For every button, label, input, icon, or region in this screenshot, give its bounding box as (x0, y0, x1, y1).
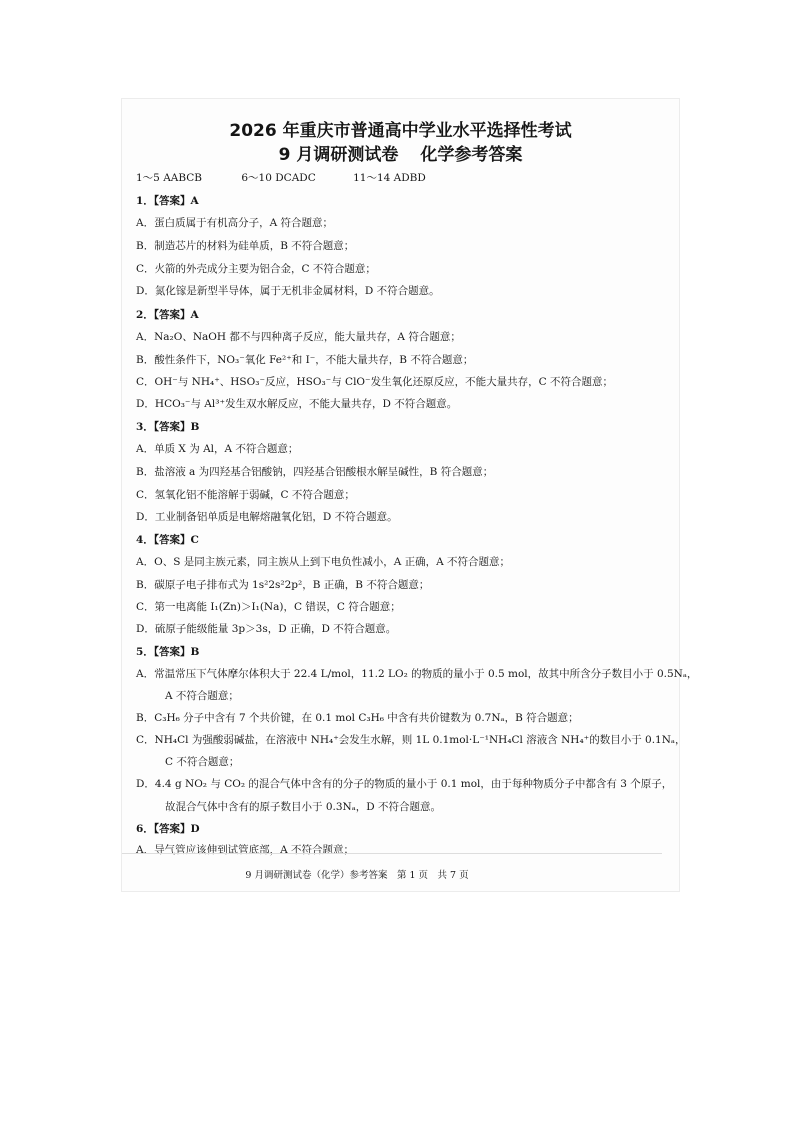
question-answer-heading: 2．【答案】A (136, 309, 199, 321)
explanation-line: B．C₃H₆ 分子中含有 7 个共价键，在 0.1 mol C₃H₆ 中含有共价键数为 0.7Nₐ，B 符合题意； (136, 712, 579, 724)
explanation-line: D．4.4 g NO₂ 与 CO₂ 的混合气体中含有的分子的物质的量小于 0.1 mol，由于每种物质分子中都含有 3 个原子， (136, 778, 673, 790)
question-answer-heading: 4．【答案】C (136, 534, 199, 546)
explanation-line: C．火箭的外壳成分主要为铝合金，C 不符合题意； (136, 263, 376, 275)
explanation-line: D．硫原子能级能量 3p＞3s，D 正确，D 不符合题意。 (136, 623, 397, 635)
explanation-line: A．蛋白质属于有机高分子，A 符合题意； (136, 217, 334, 229)
explanation-line: D．氮化镓是新型半导体，属于无机非金属材料，D 不符合题意。 (136, 285, 440, 297)
answer-key-group: 6～10 DCADC (241, 172, 316, 184)
explanation-line: A 不符合题意； (165, 690, 239, 702)
answer-key-group: 11～14 ADBD (353, 172, 426, 184)
page-divider (122, 853, 662, 854)
explanation-line: 故混合气体中含有的原子数目小于 0.3Nₐ，D 不符合题意。 (165, 801, 442, 813)
explanation-line: B．碳原子电子排布式为 1s²2s²2p²，B 正确，B 不符合题意； (136, 579, 430, 591)
question-answer-heading: 6．【答案】D (136, 823, 200, 835)
explanation-line: D．HCO₃⁻与 Al³⁺发生双水解反应，不能大量共存，D 不符合题意。 (136, 398, 458, 410)
explanation-line: A．单质 X 为 Al，A 不符合题意； (136, 443, 299, 455)
answer-sheet-page (121, 98, 698, 892)
explanation-line: B．盐溶液 a 为四羟基合铝酸钠，四羟基合铝酸根水解呈碱性，B 符合题意； (136, 466, 494, 478)
explanation-line: D．工业制备铝单质是电解熔融氧化铝，D 不符合题意。 (136, 511, 398, 523)
explanation-line: C 不符合题意； (165, 756, 240, 768)
exam-subtitle-part2: 化学参考答案 (420, 145, 523, 165)
question-answer-heading: 3．【答案】B (136, 421, 200, 433)
exam-subtitle (122, 140, 679, 165)
exam-subtitle-part1: 9 月调研测试卷 (278, 145, 399, 165)
answer-key-group: 1～5 AABCB (136, 172, 203, 184)
question-answer-heading: 5．【答案】B (136, 646, 200, 658)
exam-title: 2026 年重庆市普通高中学业水平选择性考试 (229, 121, 572, 141)
explanation-line: C．NH₄Cl 为强酸弱碱盐，在溶液中 NH₄⁺会发生水解，则 1L 0.1mol·L⁻¹NH₄Cl 溶液含 NH₄⁺的数目小于 0.1Nₐ， (136, 734, 686, 746)
answer-key-row (136, 170, 426, 185)
explanation-line: C．第一电离能 I₁(Zn)＞I₁(Na)，C 错误，C 符合题意； (136, 601, 401, 613)
explanation-line: A．常温常压下气体摩尔体积大于 22.4 L/mol，11.2 LO₂ 的物质的量小于 0.5 mol，故其中所含分子数目小于 0.5Nₐ， (136, 668, 698, 680)
explanation-line: C．氢氧化铝不能溶解于弱碱，C 不符合题意； (136, 489, 355, 501)
explanation-line: C．OH⁻与 NH₄⁺、HSO₃⁻反应，HSO₃⁻与 ClO⁻发生氧化还原反应，不能大量共存，C 不符合题意； (136, 376, 613, 388)
explanation-line: B．酸性条件下，NO₃⁻氧化 Fe²⁺和 I⁻，不能大量共存，B 不符合题意； (136, 354, 474, 366)
explanation-line: A．导气管应该伸到试管底部，A 不符合题意； (136, 844, 355, 856)
explanation-line: A．Na₂O、NaOH 都不与四种离子反应，能大量共存，A 符合题意； (136, 331, 461, 343)
page-footer: 9 月调研测试卷（化学）参考答案 第 1 页 共 7 页 (245, 870, 469, 881)
explanation-line: B．制造芯片的材料为硅单质，B 不符合题意； (136, 240, 355, 252)
question-answer-heading: 1．【答案】A (136, 195, 199, 207)
explanation-line: A．O、S 是同主族元素，同主族从上到下电负性减小，A 正确，A 不符合题意； (136, 556, 511, 568)
